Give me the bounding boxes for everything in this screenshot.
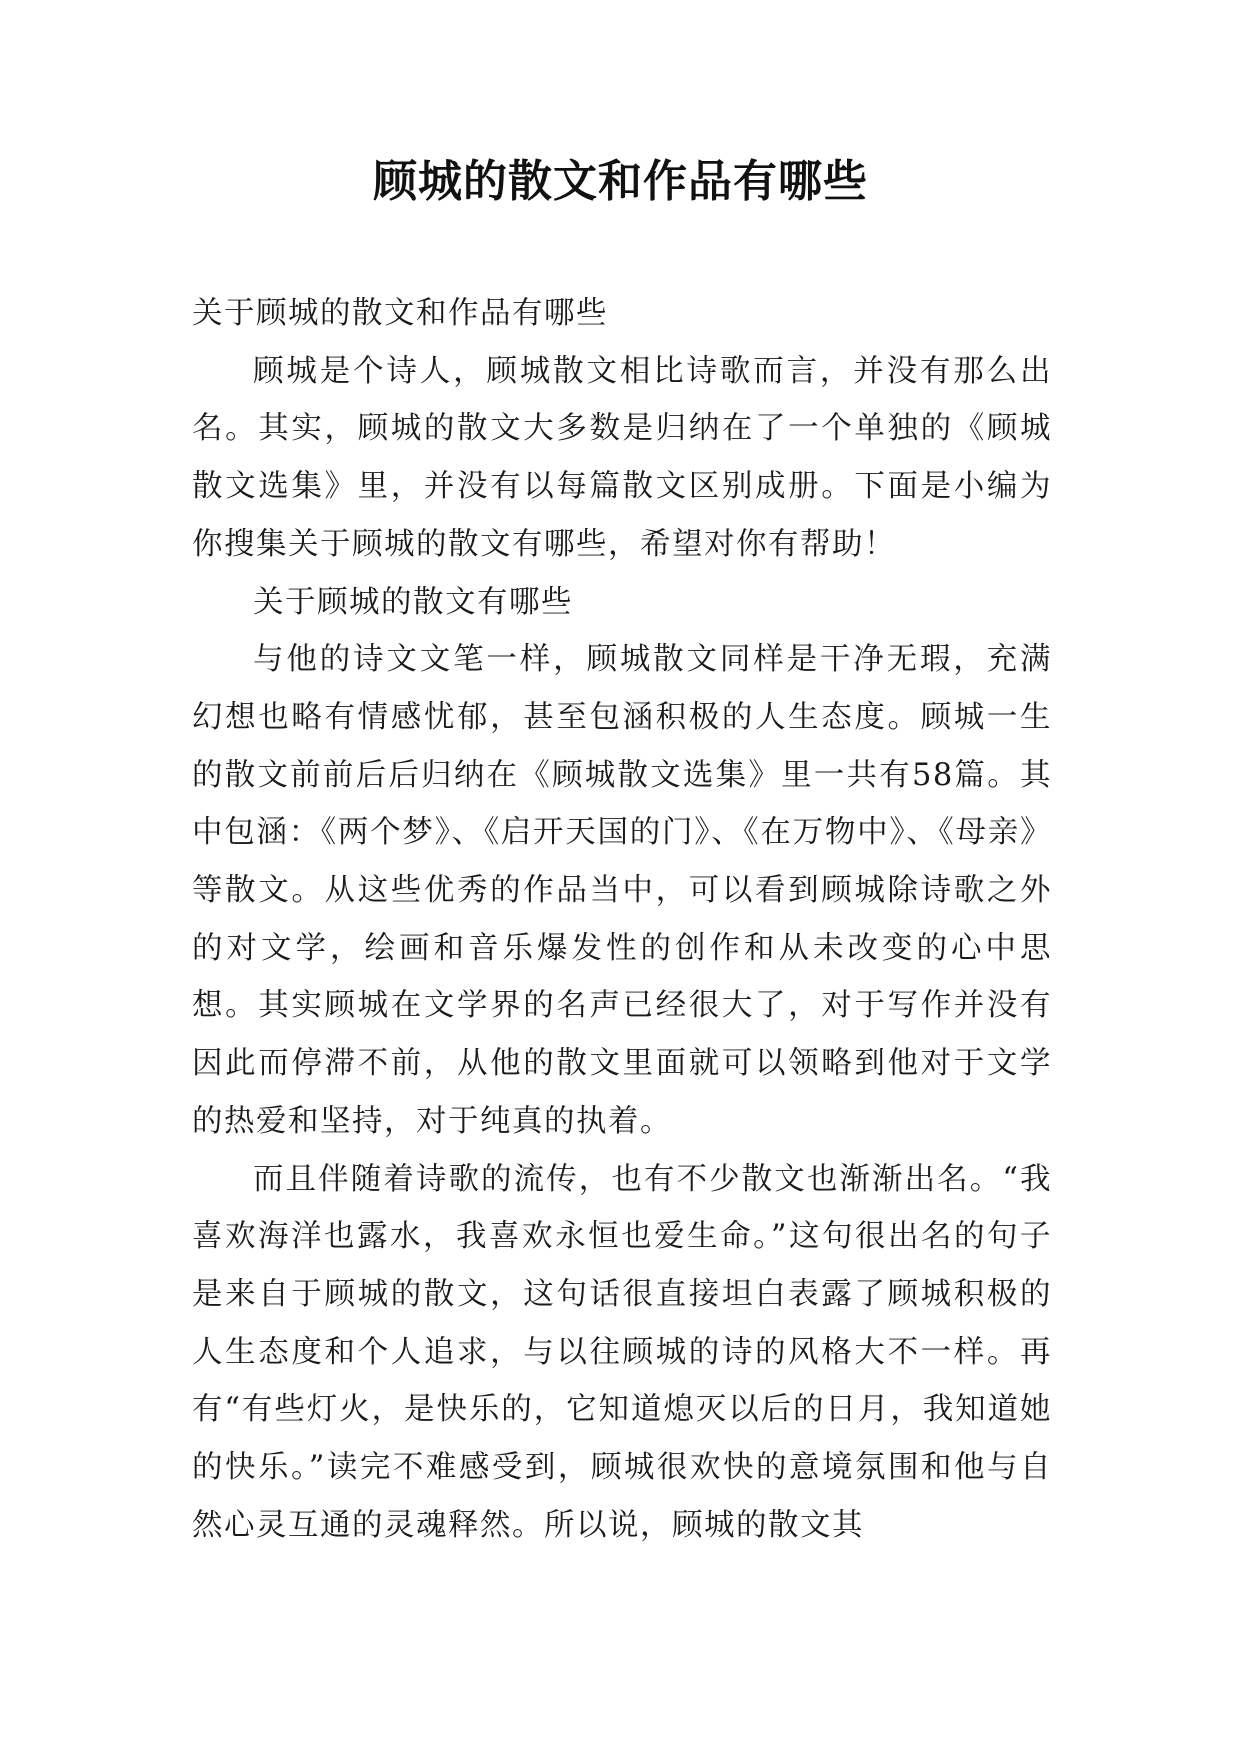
subtitle-paragraph: 关于顾城的散文和作品有哪些 (192, 296, 608, 331)
intro-paragraph: 顾城是个诗人，顾城散文相比诗歌而言，并没有那么出名。其实，顾城的散文大多数是归纳在了一个单独的《顾城散文选集》里，并没有以每篇散文区别成册。下面是小编为你搜集关于顾城的散文有哪些，希望对你有帮助！ (192, 353, 1052, 562)
document-title: 顾城的散文和作品有哪些 (373, 156, 868, 207)
body-paragraph: 与他的诗文文笔一样，顾城散文同样是干净无瑕，充满幻想也略有情感忧郁，甚至包涵积极的人生态度。顾城一生的散文前前后后归纳在《顾城散文选集》里一共有58篇。其中包涵：《两个梦》、《启开天国的门》、《在万物中》、《母亲》等散文。从这些优秀的作品当中，可以看到顾城除诗歌之外的对文学，绘画和音乐爆发性的创作和从未改变的心中思想。其实顾城在文学界的名声已经很大了，对于写作并没有因此而停滞不前，从他的散文里面就可以领略到他对于文学的热爱和坚持，对于纯真的执着。 (192, 642, 1052, 1139)
body-paragraph: 而且伴随着诗歌的流传，也有不少散文也渐渐出名。“我喜欢海洋也露水，我喜欢永恒也爱生命。”这句很出名的句子是来自于顾城的散文，这句话很直接坦白表露了顾城积极的人生态度和个人追求，与以往顾城的诗的风格大不一样。再有“有些灯火，是快乐的，它知道熄灭以后的日月，我知道她的快乐。”读完不难感受到，顾城很欢快的意境氛围和他与自然心灵互通的灵魂释然。所以说，顾城的散文其 (192, 1161, 1052, 1543)
document-body (192, 285, 1052, 1554)
section-heading: 关于顾城的散文有哪些 (253, 584, 573, 620)
